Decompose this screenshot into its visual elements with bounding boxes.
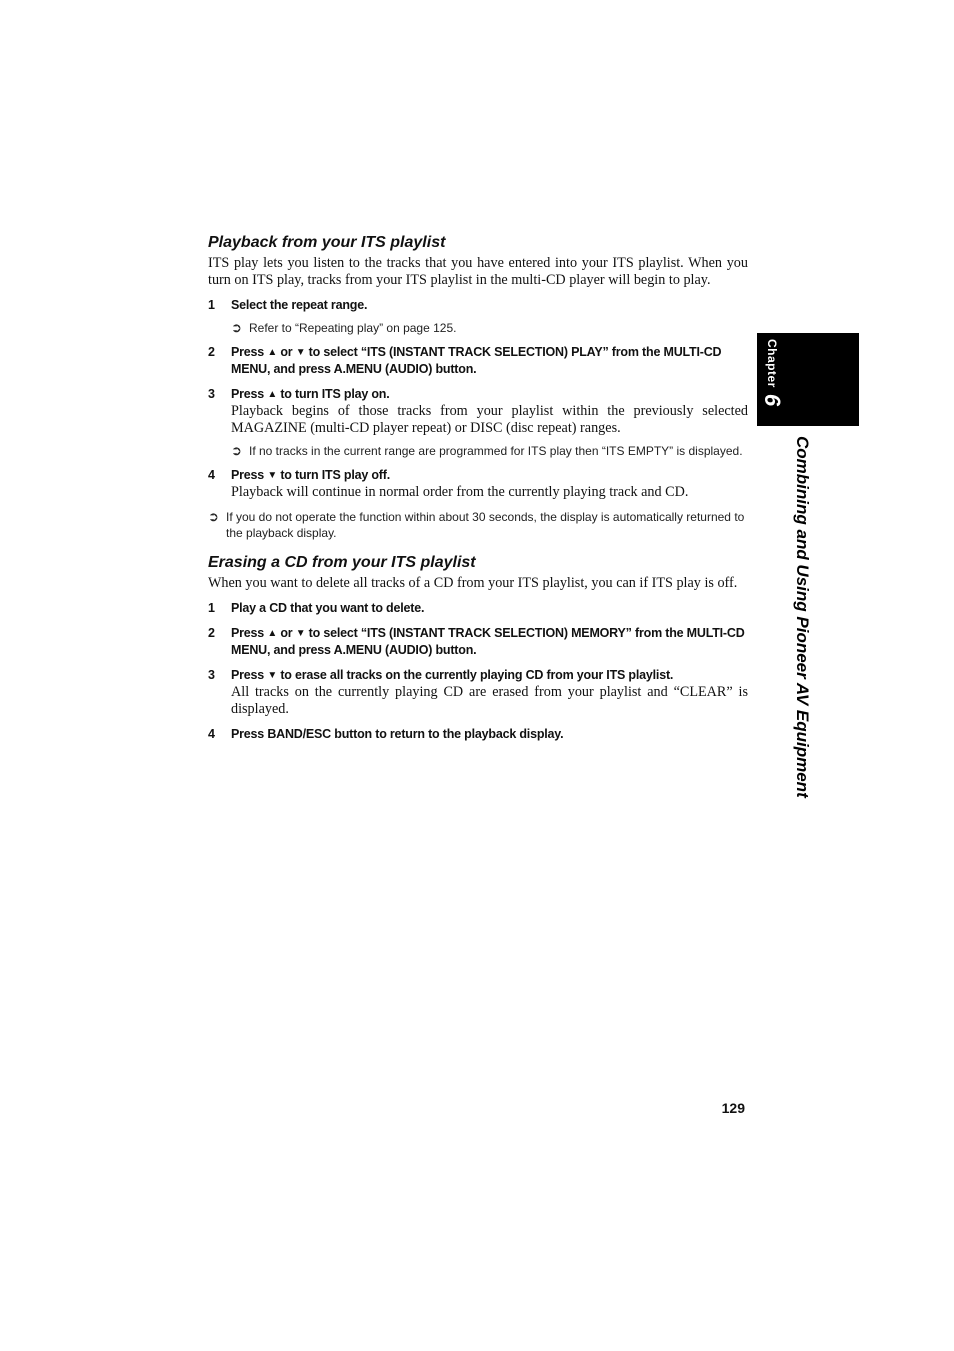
chapter-word: Chapter [765,339,779,388]
step-title: Press ▼ to turn ITS play off. [231,468,390,482]
note-text: Refer to “Repeating play” on page 125. [249,321,457,335]
step-description: Playback begins of those tracks from your playlist within the previously selected MAGAZINE (multi-CD player repeat) or DISC (disc repeat) ranges. [231,403,748,436]
down-arrow-icon: ▼ [267,670,278,681]
step-2-select-its-play [208,344,748,378]
page-number: 129 [721,1100,745,1116]
step-number: 2 [208,626,215,640]
step-number: 1 [208,298,215,312]
step-4-its-play-off [208,467,748,501]
section-heading-playback: Playback from your ITS playlist [208,234,446,251]
step-title: Press ▼ to erase all tracks on the currently playing CD from your ITS playlist. [231,668,674,682]
step-3-its-play-on [208,386,748,459]
chapter-label [757,333,787,426]
step-number: 2 [208,345,215,359]
step-title: Play a CD that you want to delete. [231,601,425,615]
down-arrow-icon: ▼ [295,347,306,358]
step-1-play-cd [208,600,748,617]
note-arrow-icon: ➲ [208,509,219,524]
step-description: All tracks on the currently playing CD are erased from your playlist and “CLEAR” is displayed. [231,684,748,717]
step-3-erase-tracks [208,667,748,718]
note-arrow-icon: ➲ [231,320,242,335]
step-number: 3 [208,668,215,682]
timeout-note [208,509,748,541]
step-title: Press ▲ or ▼ to select “ITS (INSTANT TRACK SELECTION) PLAY” from the MULTI-CD MENU, and press A.MENU (AUDIO) button. [231,345,722,376]
step-number: 4 [208,468,215,482]
step-number: 4 [208,727,215,741]
step-note [231,443,748,459]
up-arrow-icon: ▲ [267,347,278,358]
step-title: Select the repeat range. [231,298,368,312]
step-number: 1 [208,601,215,615]
note-arrow-icon: ➲ [231,443,242,458]
step-title: Press ▲ or ▼ to select “ITS (INSTANT TRACK SELECTION) MEMORY” from the MULTI-CD MENU, and press A.MENU (AUDIO) button. [231,626,745,657]
step-1-select-repeat [208,297,748,336]
chapter-number: 6 [760,393,785,407]
chapter-title-text: Combining and Using Pioneer AV Equipment [793,436,812,798]
up-arrow-icon: ▲ [267,389,278,400]
step-note [231,320,748,336]
step-title: Press BAND/ESC button to return to the playback display. [231,727,564,741]
note-text: If no tracks in the current range are programmed for ITS play then “ITS EMPTY” is displayed. [249,444,743,458]
page-content [208,233,748,743]
up-arrow-icon: ▲ [267,628,278,639]
section-intro-erasing: When you want to delete all tracks of a CD from your ITS playlist, you can if ITS play is off. [208,575,738,591]
section-heading-erasing: Erasing a CD from your ITS playlist [208,554,476,571]
step-number: 3 [208,387,215,401]
step-4-return-display [208,726,748,743]
chapter-side-title [787,436,817,856]
step-2-select-its-memory [208,625,748,659]
section-intro-playback: ITS play lets you listen to the tracks that you have entered into your ITS playlist. When you turn on ITS play, tracks from your ITS playlist in the multi-CD player will begin to play. [208,255,748,288]
step-description: Playback will continue in normal order from the currently playing track and CD. [231,484,689,500]
down-arrow-icon: ▼ [295,628,306,639]
step-title: Press ▲ to turn ITS play on. [231,387,390,401]
note-text: If you do not operate the function within about 30 seconds, the display is automatically returned to the playback display. [226,510,745,540]
down-arrow-icon: ▼ [267,470,278,481]
